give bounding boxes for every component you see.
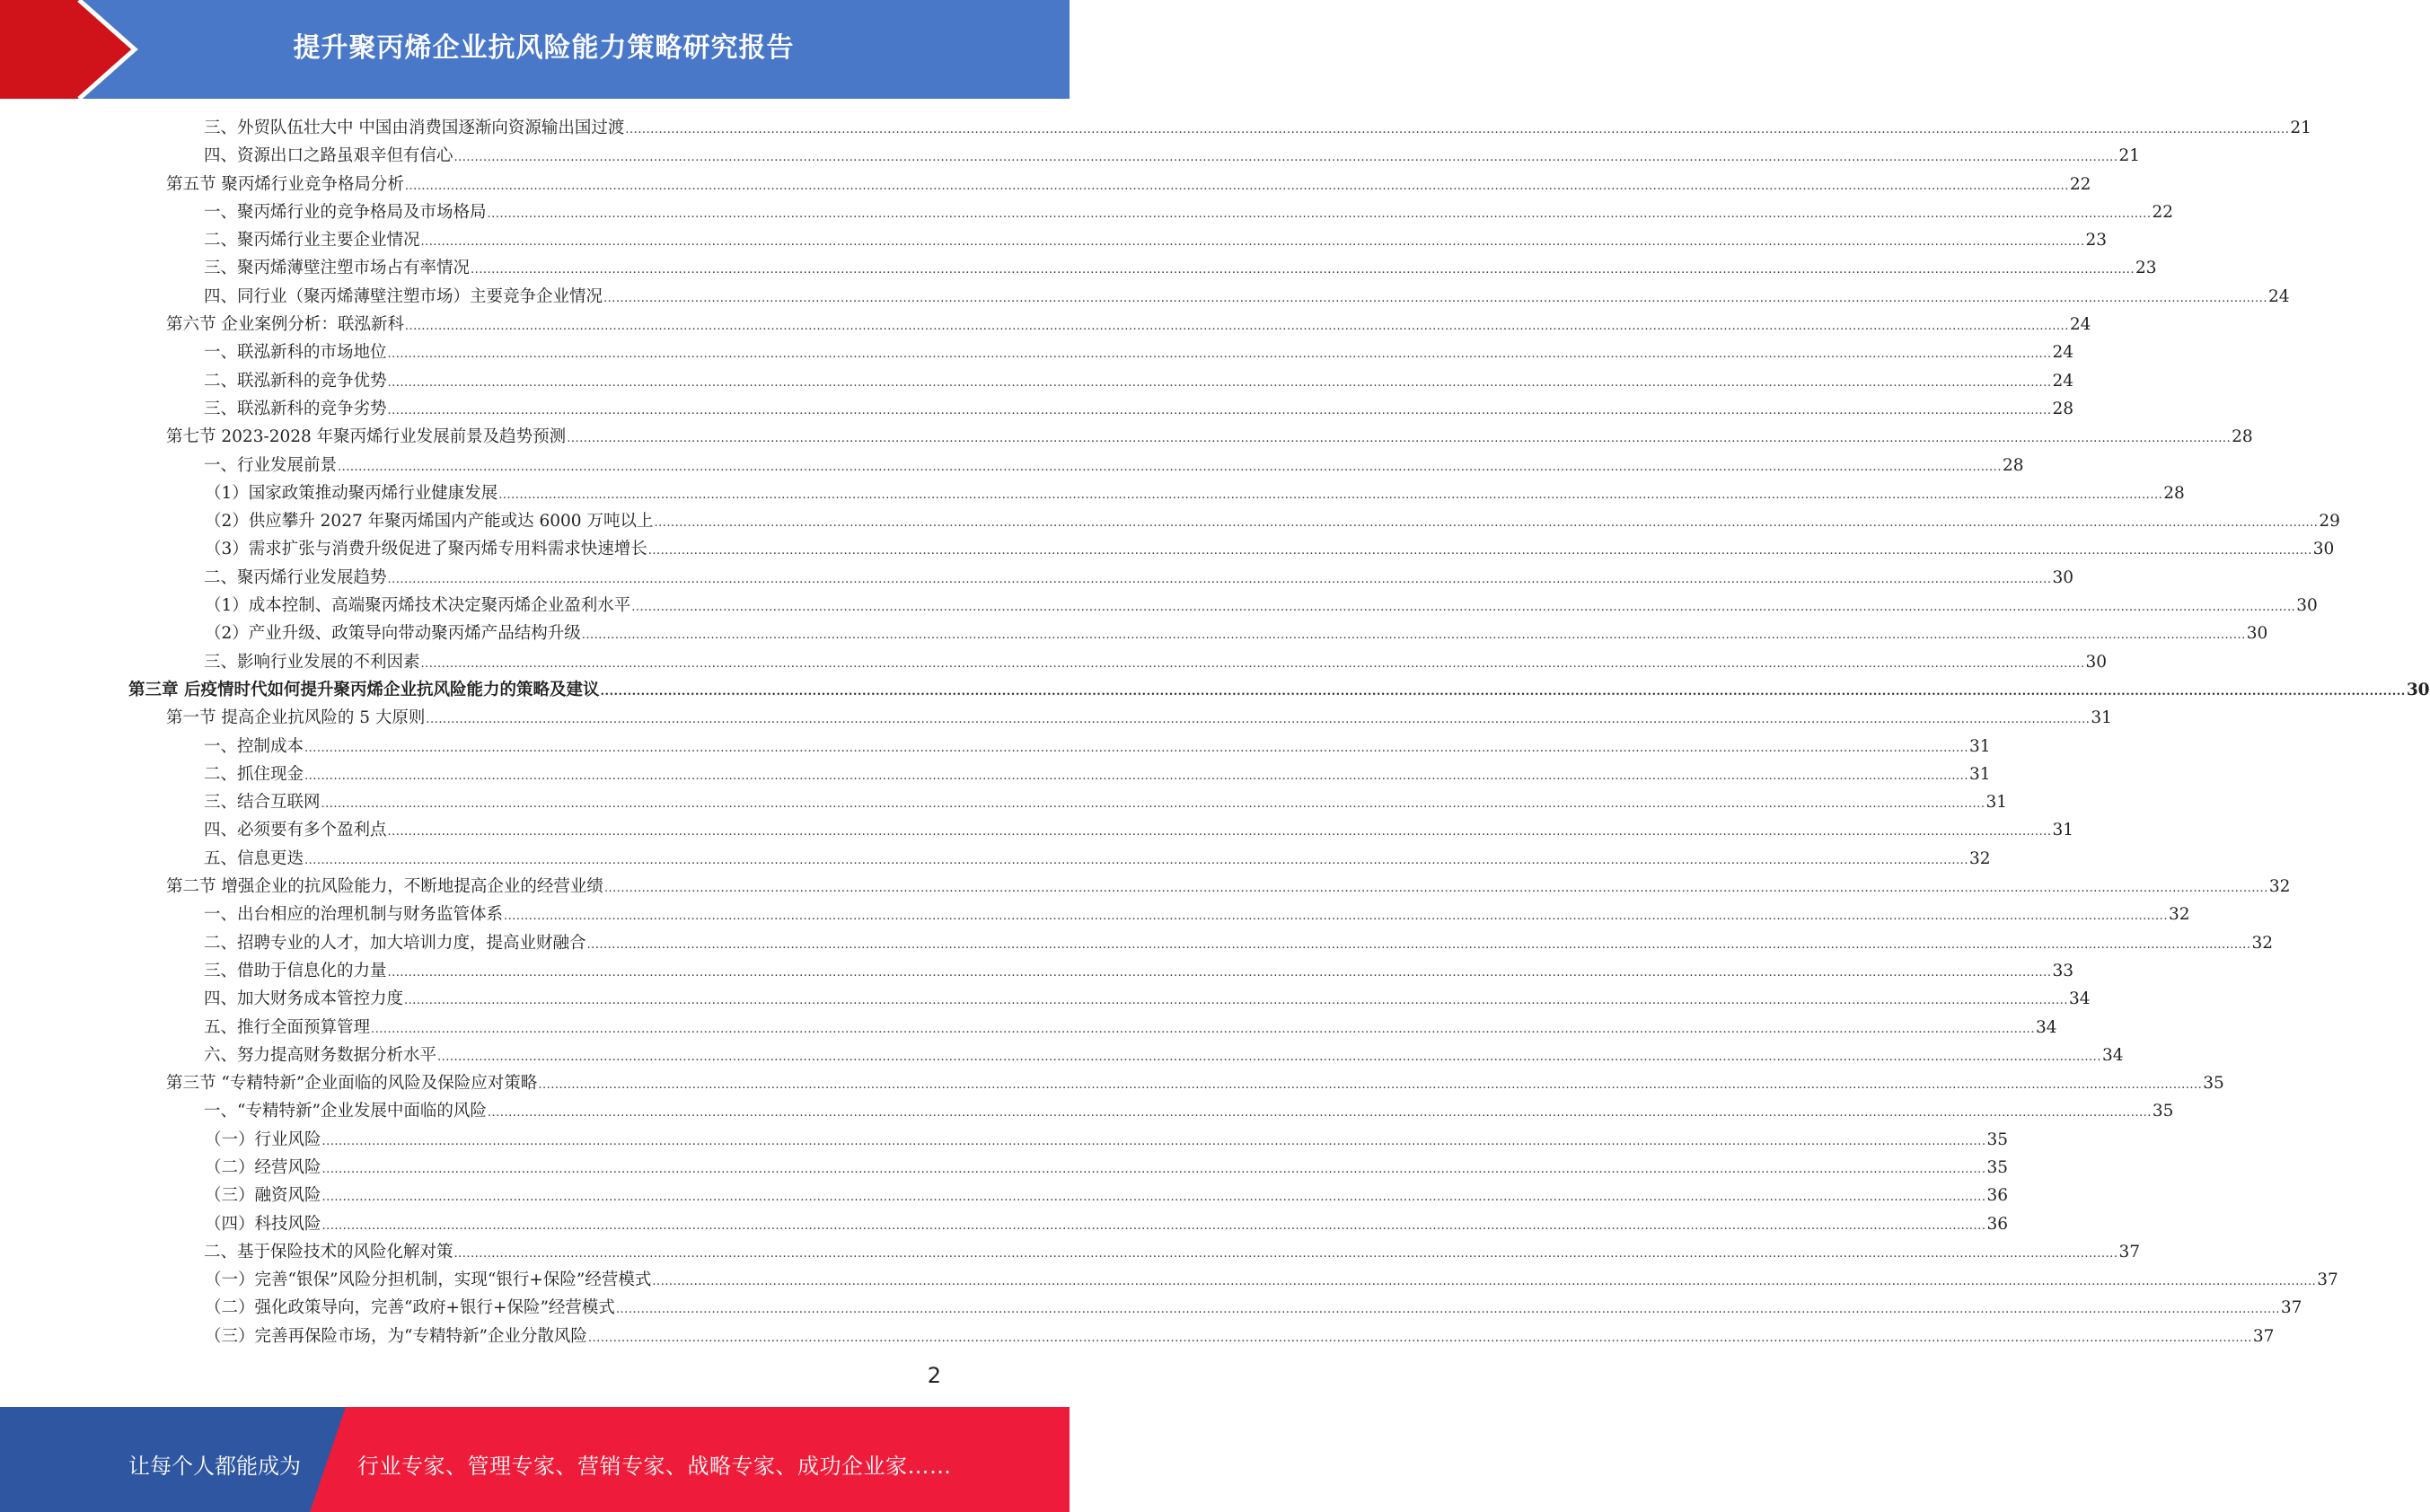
toc-entry-page: 32 xyxy=(2268,877,2291,897)
toc-entry-title: 二、联泓新科的竞争优势 xyxy=(204,371,387,391)
toc-entry[interactable] xyxy=(126,873,2291,901)
toc-entry-page: 29 xyxy=(2319,512,2340,532)
toc-entry-page: 35 xyxy=(1986,1130,2008,1149)
toc-dot-leader: ................................................................................................................................................................................................................................................................................................................................................................................................................ xyxy=(603,291,2267,305)
toc-entry-title: 第六节 企业案例分析：联泓新科 xyxy=(166,315,404,335)
toc-entry[interactable] xyxy=(126,198,2173,226)
toc-dot-leader: ................................................................................................................................................................................................................................................................................................................................................................................................................ xyxy=(321,797,1985,812)
toc-entry-title: 四、同行业（聚丙烯薄壁注塑市场）主要竞争企业情况 xyxy=(204,286,603,306)
toc-entry[interactable] xyxy=(126,338,2073,366)
toc-entry-page: 34 xyxy=(2101,1045,2124,1065)
toc-entry-title: （三）融资风险 xyxy=(205,1186,321,1206)
toc-entry[interactable] xyxy=(126,816,2073,844)
toc-entry-title: （1）成本控制、高端聚丙烯技术决定聚丙烯企业盈利水平 xyxy=(205,596,631,616)
toc-dot-leader: ................................................................................................................................................................................................................................................................................................................................................................................................................ xyxy=(587,1331,2252,1345)
toc-entry-title: （一）完善“银保”风险分担机制，实现“银行+保险”经营模式 xyxy=(205,1270,652,1290)
toc-entry-page: 31 xyxy=(1968,736,1991,756)
toc-entry-title: 三、联泓新科的竞争劣势 xyxy=(204,399,387,418)
toc-entry-page: 33 xyxy=(2052,961,2073,980)
toc-entry-page: 34 xyxy=(2068,989,2091,1009)
toc-entry-title: 三、借助于信息化的力量 xyxy=(204,961,387,980)
toc-dot-leader: ................................................................................................................................................................................................................................................................................................................................................................................................................ xyxy=(538,1078,2203,1093)
toc-entry-title: 三、聚丙烯薄壁注塑市场占有率情况 xyxy=(204,259,471,278)
toc-entry-page: 28 xyxy=(2163,483,2185,503)
toc-dot-leader: ................................................................................................................................................................................................................................................................................................................................................................................................................ xyxy=(600,684,2406,699)
toc-entry[interactable] xyxy=(126,507,2340,535)
toc-dot-leader: ................................................................................................................................................................................................................................................................................................................................................................................................................ xyxy=(586,937,2251,952)
toc-entry-page: 30 xyxy=(2246,624,2268,644)
toc-entry[interactable] xyxy=(126,171,2091,198)
toc-dot-leader: ................................................................................................................................................................................................................................................................................................................................................................................................................ xyxy=(420,656,2085,671)
toc-entry-title: 四、资源出口之路虽艰辛但有信心 xyxy=(204,146,453,166)
toc-entry-title: （1）国家政策推动聚丙烯行业健康发展 xyxy=(205,483,498,503)
toc-entry-page: 31 xyxy=(2052,821,2073,840)
toc-entry[interactable] xyxy=(126,479,2185,507)
toc-entry[interactable] xyxy=(126,1266,2338,1294)
toc-entry[interactable] xyxy=(126,1097,2174,1125)
toc-dot-leader: ................................................................................................................................................................................................................................................................................................................................................................................................................ xyxy=(387,965,2052,980)
toc-entry-page: 28 xyxy=(2052,399,2073,418)
toc-entry[interactable] xyxy=(126,704,2112,732)
toc-entry-title: （二）经营风险 xyxy=(205,1157,321,1177)
toc-entry-page: 21 xyxy=(2290,119,2311,137)
toc-entry[interactable] xyxy=(126,1154,2008,1182)
toc-dot-leader: ................................................................................................................................................................................................................................................................................................................................................................................................................ xyxy=(404,320,2069,334)
toc-entry[interactable] xyxy=(126,114,2311,142)
toc-entry-title: 一、行业发展前景 xyxy=(204,455,338,475)
toc-dot-leader: ................................................................................................................................................................................................................................................................................................................................................................................................................ xyxy=(437,1050,2101,1064)
toc-entry[interactable] xyxy=(126,648,2107,676)
toc-entry[interactable] xyxy=(126,1210,2008,1238)
toc-entry[interactable] xyxy=(126,226,2107,254)
toc-entry[interactable] xyxy=(126,733,1991,760)
toc-dot-leader: ................................................................................................................................................................................................................................................................................................................................................................................................................ xyxy=(304,769,1968,783)
toc-entry-page: 24 xyxy=(2267,286,2290,306)
toc-dot-leader: ................................................................................................................................................................................................................................................................................................................................................................................................................ xyxy=(371,1022,2035,1036)
toc-entry[interactable] xyxy=(126,620,2268,647)
toc-entry[interactable] xyxy=(126,676,2430,704)
toc-entry-title: 一、联泓新科的市场地位 xyxy=(204,343,387,363)
toc-entry-title: （三）完善再保险市场，为“专精特新”企业分散风险 xyxy=(205,1326,587,1346)
toc-dot-leader: ................................................................................................................................................................................................................................................................................................................................................................................................................ xyxy=(603,882,2268,896)
toc-entry-title: 三、外贸队伍壮大中 中国由消费国逐渐向资源输出国过渡 xyxy=(204,119,625,137)
toc-entry-page: 24 xyxy=(2052,371,2073,391)
toc-dot-leader: ................................................................................................................................................................................................................................................................................................................................................................................................................ xyxy=(471,263,2135,277)
toc-entry[interactable] xyxy=(126,395,2073,423)
toc-entry-title: （3）需求扩张与消费升级促进了聚丙烯专用料需求快速增长 xyxy=(205,540,647,559)
toc-dot-leader: ................................................................................................................................................................................................................................................................................................................................................................................................................ xyxy=(487,1106,2152,1121)
toc-dot-leader: ................................................................................................................................................................................................................................................................................................................................................................................................................ xyxy=(420,235,2085,250)
toc-dot-leader: ................................................................................................................................................................................................................................................................................................................................................................................................................ xyxy=(652,1275,2317,1289)
toc-entry-page: 22 xyxy=(2069,174,2091,194)
toc-entry-title: 五、信息更迭 xyxy=(204,848,304,868)
toc-entry-title: 四、加大财务成本管控力度 xyxy=(204,989,404,1009)
toc-entry-title: 一、“专精特新”企业发展中面临的风险 xyxy=(204,1102,487,1121)
toc-entry-page: 37 xyxy=(2118,1242,2140,1261)
toc-entry[interactable] xyxy=(126,1069,2224,1097)
toc-entry-page: 23 xyxy=(2085,231,2107,251)
toc-entry-title: 第七节 2023-2028 年聚丙烯行业发展前景及趋势预测 xyxy=(166,427,567,447)
toc-entry-page: 24 xyxy=(2069,315,2091,335)
toc-entry[interactable] xyxy=(126,957,2073,985)
toc-entry[interactable] xyxy=(126,592,2318,620)
toc-entry[interactable] xyxy=(126,929,2273,957)
toc-entry-title: 第三节 “专精特新”企业面临的风险及保险应对策略 xyxy=(166,1074,538,1094)
toc-entry-page: 21 xyxy=(2118,146,2140,166)
toc-entry-page: 34 xyxy=(2035,1017,2057,1037)
toc-dot-leader: ................................................................................................................................................................................................................................................................................................................................................................................................................ xyxy=(304,741,1968,755)
toc-entry[interactable] xyxy=(126,1294,2302,1322)
toc-entry-title: 第三章 后疫情时代如何提升聚丙烯企业抗风险能力的策略及建议 xyxy=(128,680,600,699)
toc-entry[interactable] xyxy=(126,254,2157,282)
toc-entry-title: 三、结合互联网 xyxy=(204,793,321,813)
toc-dot-leader: ................................................................................................................................................................................................................................................................................................................................................................................................................ xyxy=(387,347,2052,362)
toc-entry-page: 36 xyxy=(1986,1214,2008,1234)
toc-entry[interactable] xyxy=(126,311,2091,338)
toc-entry-page: 31 xyxy=(1985,793,2007,813)
toc-entry-page: 37 xyxy=(2317,1270,2338,1290)
toc-entry-title: 一、出台相应的治理机制与财务监管体系 xyxy=(204,905,504,925)
toc-entry-title: 二、聚丙烯行业主要企业情况 xyxy=(204,231,420,251)
toc-entry[interactable] xyxy=(126,845,1991,873)
toc-entry-page: 32 xyxy=(2168,905,2190,925)
toc-entry-page: 22 xyxy=(2152,202,2173,222)
toc-entry-page: 35 xyxy=(2152,1102,2174,1121)
toc-dot-leader: ................................................................................................................................................................................................................................................................................................................................................................................................................ xyxy=(625,123,2290,136)
toc-entry[interactable] xyxy=(126,1014,2057,1042)
toc-dot-leader: ................................................................................................................................................................................................................................................................................................................................................................................................................ xyxy=(453,151,2118,165)
toc-entry-page: 31 xyxy=(2091,708,2112,728)
toc-entry-page: 30 xyxy=(2052,567,2073,587)
toc-entry[interactable] xyxy=(126,367,2073,395)
toc-entry-page: 30 xyxy=(2296,596,2318,616)
toc-entry-title: 第五节 聚丙烯行业竞争格局分析 xyxy=(166,174,404,194)
toc-entry-page: 30 xyxy=(2406,680,2430,699)
toc-entry-title: 二、基于保险技术的风险化解对策 xyxy=(204,1242,453,1261)
toc-entry[interactable] xyxy=(126,283,2290,311)
toc-entry-page: 37 xyxy=(2252,1326,2275,1346)
toc-entry-page: 30 xyxy=(2312,540,2335,559)
toc-entry[interactable] xyxy=(126,985,2091,1013)
toc-dot-leader: ................................................................................................................................................................................................................................................................................................................................................................................................................ xyxy=(504,910,2168,924)
toc-dot-leader: ................................................................................................................................................................................................................................................................................................................................................................................................................ xyxy=(615,1303,2280,1317)
toc-dot-leader: ................................................................................................................................................................................................................................................................................................................................................................................................................ xyxy=(404,994,2068,1008)
page-header xyxy=(0,0,1070,99)
toc-entry-title: 二、招聘专业的人才，加大培训力度，提高业财融合 xyxy=(204,933,586,953)
toc-entry-title: （2）供应攀升 2027 年聚丙烯国内产能或达 6000 万吨以上 xyxy=(205,512,654,532)
toc-dot-leader: ................................................................................................................................................................................................................................................................................................................................................................................................................ xyxy=(647,544,2312,558)
toc-entry-title: （2）产业升级、政策导向带动聚丙烯产品结构升级 xyxy=(205,624,581,644)
toc-dot-leader: ................................................................................................................................................................................................................................................................................................................................................................................................................ xyxy=(321,1191,1986,1205)
toc-entry[interactable] xyxy=(126,788,2007,816)
toc-entry-page: 35 xyxy=(2203,1074,2224,1094)
toc-entry-page: 28 xyxy=(2232,427,2253,447)
toc-entry-page: 37 xyxy=(2280,1298,2302,1318)
toc-entry[interactable] xyxy=(126,1323,2275,1350)
toc-entry-page: 24 xyxy=(2052,343,2073,363)
toc-entry[interactable] xyxy=(126,1042,2124,1069)
toc-dot-leader: ................................................................................................................................................................................................................................................................................................................................................................................................................ xyxy=(498,488,2163,502)
toc-entry-page: 35 xyxy=(1986,1157,2008,1177)
toc-entry-page: 36 xyxy=(1986,1186,2008,1206)
toc-entry-page: 30 xyxy=(2085,652,2107,672)
toc-entry[interactable] xyxy=(126,1238,2140,1266)
toc-entry-title: 四、必须要有多个盈利点 xyxy=(204,821,387,840)
toc-entry[interactable] xyxy=(126,564,2073,592)
toc-dot-leader: ................................................................................................................................................................................................................................................................................................................................................................................................................ xyxy=(631,601,2296,615)
toc-entry-page: 31 xyxy=(1968,764,1991,784)
toc-entry-title: 六、努力提高财务数据分析水平 xyxy=(204,1045,437,1065)
toc-dot-leader: ................................................................................................................................................................................................................................................................................................................................................................................................................ xyxy=(387,825,2052,840)
toc-entry-title: 一、控制成本 xyxy=(204,736,304,756)
toc-entry-title: （一）行业风险 xyxy=(205,1130,321,1149)
toc-dot-leader: ................................................................................................................................................................................................................................................................................................................................................................................................................ xyxy=(321,1218,1986,1233)
toc-entry[interactable] xyxy=(126,452,2024,479)
toc-dot-leader: ................................................................................................................................................................................................................................................................................................................................................................................................................ xyxy=(387,403,2052,418)
toc-dot-leader: ................................................................................................................................................................................................................................................................................................................................................................................................................ xyxy=(654,516,2319,531)
toc-entry-title: （四）科技风险 xyxy=(205,1214,321,1234)
report-title: 提升聚丙烯企业抗风险能力策略研究报告 xyxy=(293,32,795,64)
toc-entry[interactable] xyxy=(126,901,2190,928)
toc-entry-page: 28 xyxy=(2002,455,2024,475)
toc-entry-title: 第二节 增强企业的抗风险能力，不断地提高企业的经营业绩 xyxy=(166,877,603,897)
toc-dot-leader: ................................................................................................................................................................................................................................................................................................................................................................................................................ xyxy=(321,1134,1986,1148)
page-footer xyxy=(0,1407,1070,1512)
toc-dot-leader: ................................................................................................................................................................................................................................................................................................................................................................................................................ xyxy=(404,179,2069,193)
toc-dot-leader: ................................................................................................................................................................................................................................................................................................................................................................................................................ xyxy=(387,572,2052,586)
toc-entry-page: 23 xyxy=(2135,259,2157,278)
toc-dot-leader: ................................................................................................................................................................................................................................................................................................................................................................................................................ xyxy=(426,713,2091,727)
table-of-contents xyxy=(126,114,2430,1350)
toc-dot-leader: ................................................................................................................................................................................................................................................................................................................................................................................................................ xyxy=(581,629,2246,643)
toc-entry-title: 五、推行全面预算管理 xyxy=(204,1017,371,1037)
toc-dot-leader: ................................................................................................................................................................................................................................................................................................................................................................................................................ xyxy=(304,853,1968,867)
toc-entry[interactable] xyxy=(126,535,2335,563)
toc-entry-page: 32 xyxy=(1968,848,1991,868)
toc-entry-title: （二）强化政策导向，完善“政府+银行+保险”经营模式 xyxy=(205,1298,615,1318)
page-number: 2 xyxy=(927,1363,941,1388)
toc-entry-page: 32 xyxy=(2251,933,2273,953)
toc-dot-leader: ................................................................................................................................................................................................................................................................................................................................................................................................................ xyxy=(387,375,2052,390)
toc-dot-leader: ................................................................................................................................................................................................................................................................................................................................................................................................................ xyxy=(338,460,2002,474)
toc-entry-title: 第一节 提高企业抗风险的 5 大原则 xyxy=(166,708,426,728)
toc-entry-title: 二、聚丙烯行业发展趋势 xyxy=(204,567,387,587)
footer-slogan-right: 行业专家、管理专家、营销专家、战略专家、成功企业家…… xyxy=(357,1454,952,1479)
toc-entry[interactable] xyxy=(126,1182,2008,1209)
toc-entry[interactable] xyxy=(126,1126,2008,1154)
toc-entry-title: 三、影响行业发展的不利因素 xyxy=(204,652,420,672)
toc-dot-leader: ................................................................................................................................................................................................................................................................................................................................................................................................................ xyxy=(487,207,2152,221)
toc-dot-leader: ................................................................................................................................................................................................................................................................................................................................................................................................................ xyxy=(567,432,2232,446)
toc-entry[interactable] xyxy=(126,760,1991,788)
toc-dot-leader: ................................................................................................................................................................................................................................................................................................................................................................................................................ xyxy=(321,1162,1986,1176)
toc-entry[interactable] xyxy=(126,142,2140,170)
toc-dot-leader: ................................................................................................................................................................................................................................................................................................................................................................................................................ xyxy=(453,1246,2118,1261)
toc-entry-title: 二、抓住现金 xyxy=(204,764,304,784)
footer-slogan-left: 让每个人都能成为 xyxy=(128,1454,301,1479)
toc-entry-title: 一、聚丙烯行业的竞争格局及市场格局 xyxy=(204,202,487,222)
toc-entry[interactable] xyxy=(126,423,2253,451)
